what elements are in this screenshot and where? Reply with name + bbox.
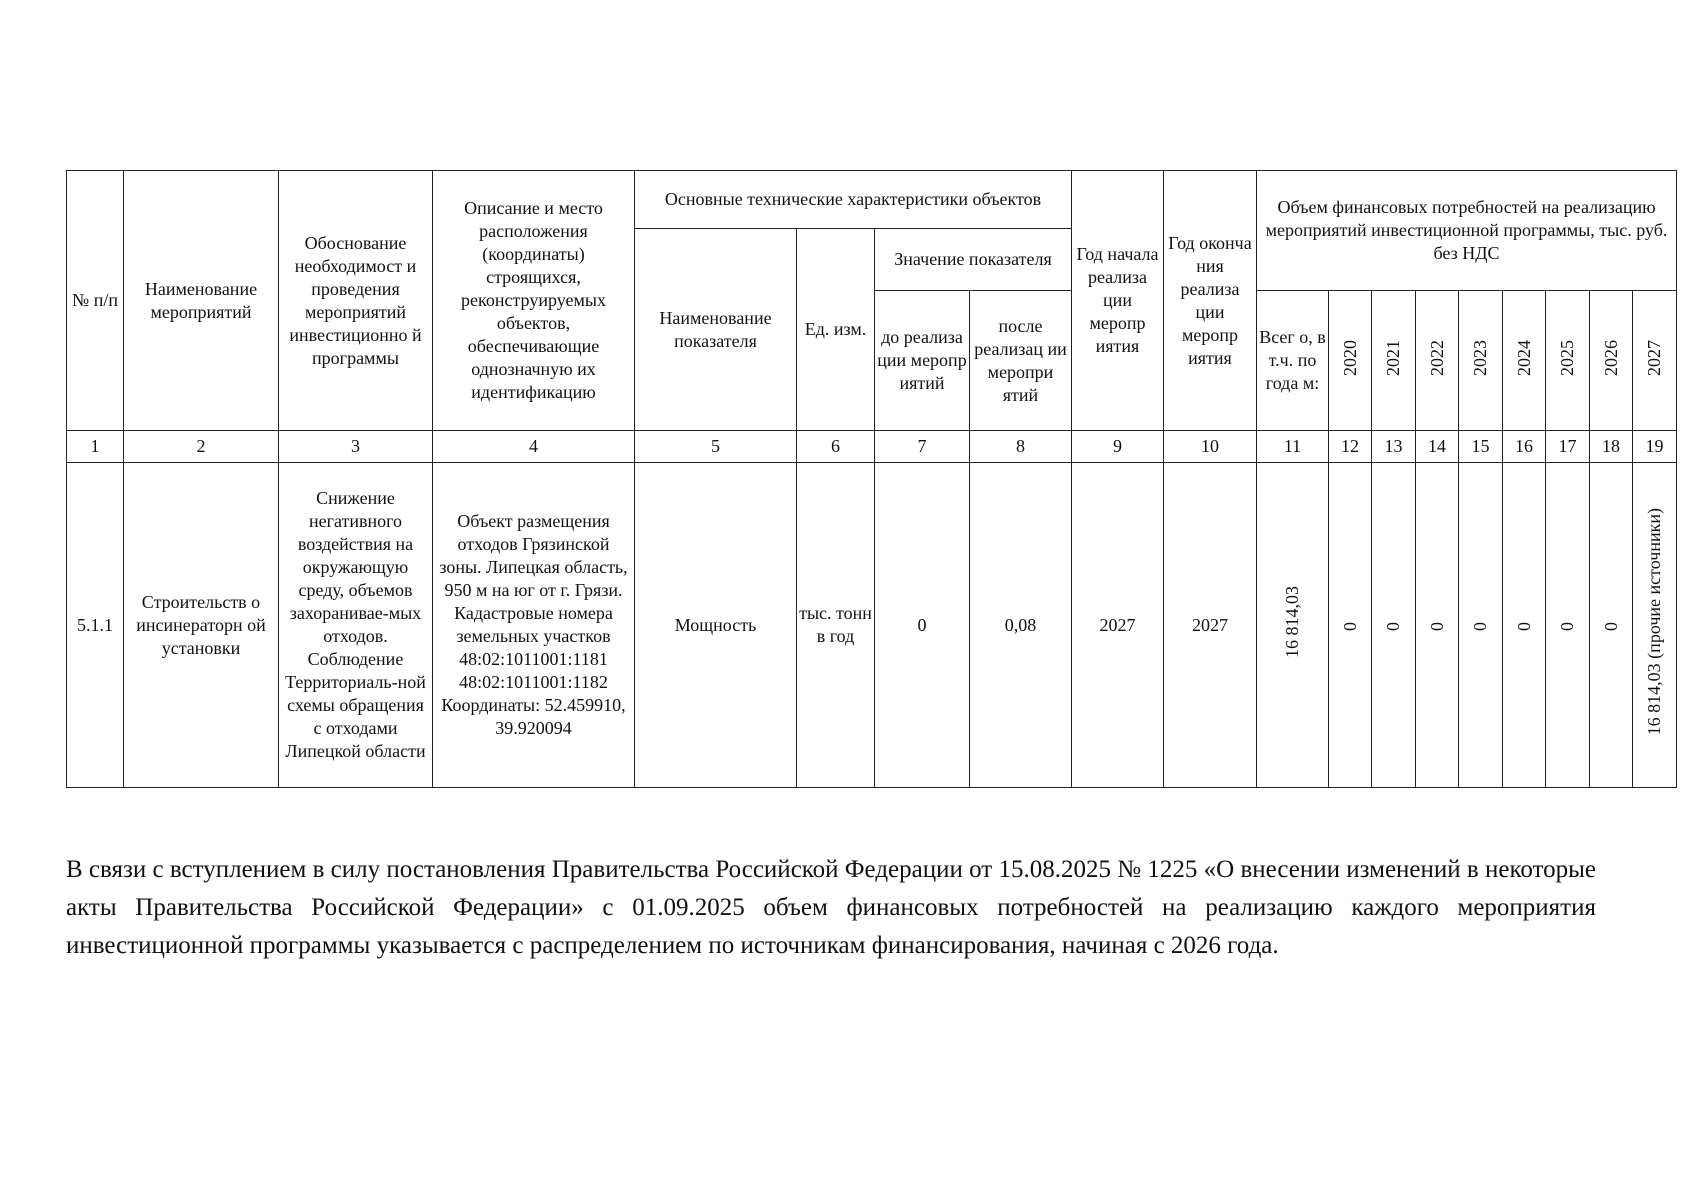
header-year-2024: 2024 [1503,291,1546,431]
row-name: Строительств о инсинераторн ой установки [124,463,279,788]
row-before: 0 [875,463,970,788]
header-before: до реализа ции меропр иятий [875,291,970,431]
row-year-2020: 0 [1329,463,1372,788]
row-description: Объект размещения отходов Грязинской зоны. Липецкая область, 950 м на юг от г. Грязи. Кадастровые номера земельных участков 48:02:1011001:1181 48:02:1011001:1182 Координаты: 52.459910, 39.920094 [433,463,635,788]
header-year-2026: 2026 [1590,291,1633,431]
row-year-2021: 0 [1372,463,1416,788]
row-year-2023: 0 [1459,463,1503,788]
header-year-2023: 2023 [1459,291,1503,431]
header-year-2025: 2025 [1546,291,1590,431]
header-finance-group: Объем финансовых потребностей на реализацию мероприятий инвестиционной программы, тыс. руб. без НДС [1257,171,1677,291]
row-end-year: 2027 [1164,463,1257,788]
column-number: 3 [279,431,433,463]
column-number: 8 [970,431,1072,463]
column-number: 18 [1590,431,1633,463]
column-number: 10 [1164,431,1257,463]
row-year-2025: 0 [1546,463,1590,788]
header-year-2020: 2020 [1329,291,1372,431]
header-start-year: Год начала реализа ции меропр иятия [1072,171,1164,431]
column-number: 5 [635,431,797,463]
row-year-2026: 0 [1590,463,1633,788]
column-number: 15 [1459,431,1503,463]
row-num: 5.1.1 [67,463,124,788]
table-row [67,463,1677,788]
header-indicator-name: Наименование показателя [635,229,797,431]
header-tech-group: Основные технические характеристики объектов [635,171,1072,229]
header-after: после реализац ии меропри ятий [970,291,1072,431]
column-number: 19 [1633,431,1677,463]
header-value-group: Значение показателя [875,229,1072,291]
row-indicator: Мощность [635,463,797,788]
header-description: Описание и место расположения (координаты) строящихся, реконструируемых объектов, обеспечивающие однозначную их идентификацию [433,171,635,431]
header-total: Всег о, в т.ч. по года м: [1257,291,1329,431]
column-number: 13 [1372,431,1416,463]
row-year-2027: 16 814,03 (прочие источники) [1633,463,1677,788]
row-year-2022: 0 [1416,463,1459,788]
header-end-year: Год оконча ния реализа ции меропр иятия [1164,171,1257,431]
header-basis: Обоснование необходимост и проведения мероприятий инвестиционно й программы [279,171,433,431]
column-number: 6 [797,431,875,463]
column-number: 7 [875,431,970,463]
row-after: 0,08 [970,463,1072,788]
column-number: 1 [67,431,124,463]
row-basis: Снижение негативного воздействия на окружающую среду, объемов захоранивае-мых отходов. Соблюдение Территориаль-ной схемы обращения с отходами Липецкой области [279,463,433,788]
explanatory-note: В связи с вступлением в силу постановления Правительства Российской Федерации от 15.08.2025 № 1225 «О внесении изменений в некоторые акты Правительства Российской Федерации» с 01.09.2025 объем финансовых потребностей на реализацию каждого мероприятия инвестиционной программы указывается с распределением по источникам финансирования, начиная с 2026 года. [66,856,1596,959]
row-start-year: 2027 [1072,463,1164,788]
row-unit: тыс. тонн в год [797,463,875,788]
header-name: Наименование мероприятий [124,171,279,431]
header-year-2021: 2021 [1372,291,1416,431]
column-number: 4 [433,431,635,463]
column-number: 2 [124,431,279,463]
row-year-2024: 0 [1503,463,1546,788]
column-number: 16 [1503,431,1546,463]
column-number: 14 [1416,431,1459,463]
header-year-2022: 2022 [1416,291,1459,431]
column-number: 9 [1072,431,1164,463]
header-num: № п/п [67,171,124,431]
column-number: 11 [1257,431,1329,463]
column-number: 12 [1329,431,1372,463]
header-year-2027: 2027 [1633,291,1677,431]
column-number: 17 [1546,431,1590,463]
row-total: 16 814,03 [1257,463,1329,788]
header-unit: Ед. изм. [797,229,875,431]
investment-program-table [66,170,1677,788]
